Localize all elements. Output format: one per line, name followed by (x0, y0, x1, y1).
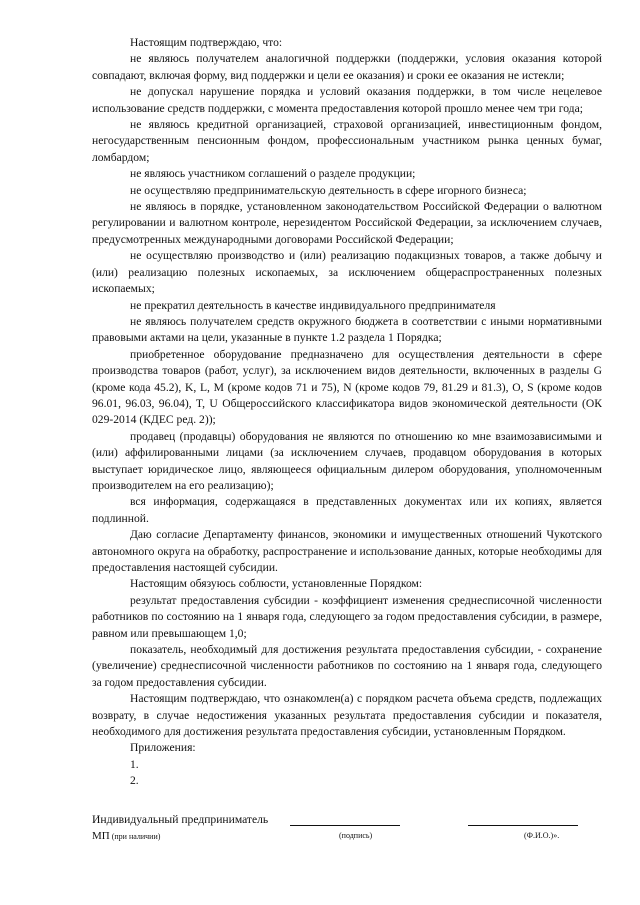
signature-line (290, 825, 400, 826)
seal-label: МП (92, 830, 110, 842)
document-body (92, 35, 602, 790)
paragraph-item: вся информация, содержащаяся в представленных документах или их копиях, является подлинной. (92, 495, 602, 525)
seal-note: (при наличии) (111, 832, 161, 841)
paragraph-item: не являюсь участником соглашений о разделе продукции; (130, 167, 416, 181)
paragraph-item: не являюсь получателем средств окружного бюджета в соответствии с иными нормативными правовыми актами на цели, указанные в пункте 1.2 раздела 1 Порядка; (92, 314, 602, 345)
caption-row (92, 830, 602, 844)
attachments-heading: Приложения: (130, 741, 196, 755)
signature-caption: (подпись) (339, 831, 373, 840)
name-caption: (Ф.И.О.)». (524, 831, 560, 840)
paragraph-item: не осуществляю предпринимательскую деятельность в сфере игорного бизнеса; (130, 183, 527, 197)
paragraph-item: не являюсь в порядке, установленном законодательством Российской Федерации о валютном регулировании и валютном контроле, нерезидентом Российской Федерации, за исключением случаев, предусмотренных международными договорами Российской Федерации; (92, 200, 602, 246)
paragraph-item: продавец (продавцы) оборудования не являются по отношению ко мне взаимозависимыми и (или) аффилированными лицами (за исключением случаев, продавцом оборудования в которых выступает юридическое лицо, являющееся официальным дилером оборудования, уполномоченным производителем на его реализацию); (92, 429, 602, 492)
paragraph-item: не прекратил деятельность в качестве индивидуального предпринимателя (130, 298, 496, 312)
paragraph-consent: Даю согласие Департаменту финансов, экономики и имущественных отношений Чукотского автономного округа на обработку, распространение и использование данных, которые необходимы для предоставления настоящей субсидии. (92, 528, 602, 574)
paragraph-item: результат предоставления субсидии - коэффициент изменения среднесписочной численности работников по состоянию на 1 января года, следующего за годом предоставления субсидии, в размере, равном или превышающем 1,0; (92, 593, 602, 640)
paragraph-intro: Настоящим подтверждаю, что: (130, 36, 283, 49)
signature-block (92, 813, 602, 844)
paragraph-item: не допускал нарушение порядка и условий оказания поддержки, в том числе нецелевое использование средств поддержки, с момента предоставления которой прошло менее чем три года; (92, 85, 602, 115)
signature-label: Индивидуальный предприниматель (92, 813, 269, 826)
paragraph-item: показатель, необходимый для достижения результата предоставления субсидии, - сохранение (увеличение) среднесписочной численности работников по состоянию на 1 января года, следующего за годом предоставления субсидии. (92, 643, 602, 689)
paragraph-item: не являюсь получателем аналогичной поддержки (поддержки, условия оказания которой совпадают, включая форму, вид поддержки и цели ее оказания) и сроки ее оказания не истекли; (92, 52, 602, 82)
name-line (468, 825, 578, 826)
paragraph-item: приобретенное оборудование предназначено для осуществления деятельности в сфере производства товаров (работ, услуг), за исключением видов деятельности, включенных в разделы G (кроме кода 45.2), K, L, M (кроме кодов 71 и 75), N (кроме кодов 79, 81.29 и 81.3), O, S (кроме кодов 96.01, 96.03, 96.04), T, U Общероссийского классификатора видов экономической деятельности (ОК 029-2014 (КДЕС ред. 2)); (92, 347, 602, 427)
paragraph-item: не осуществляю производство и (или) реализацию подакцизных товаров, а также добычу и (или) реализацию полезных ископаемых, за исключением общераспространенных полезных ископаемых; (92, 249, 602, 296)
paragraph-obligation: Настоящим обязуюсь соблюсти, установленные Порядком: (130, 577, 423, 591)
attachment-item: 1. (130, 757, 139, 771)
seal-caption (92, 830, 160, 842)
paragraph-item: не являюсь кредитной организацией, страховой организацией, инвестиционным фондом, негосударственным пенсионным фондом, профессиональным участником рынка ценных бумаг, ломбардом; (92, 118, 602, 164)
signature-row (92, 813, 602, 830)
attachment-item: 2. (130, 774, 139, 788)
paragraph-acknowledgement: Настоящим подтверждаю, что ознакомлен(а) с порядком расчета объема средств, подлежащих возврату, в случае недостижения указанных результата предоставления субсидии и показателя, необходимого для достижения результата предоставления субсидии, установленным Порядком. (92, 692, 602, 739)
